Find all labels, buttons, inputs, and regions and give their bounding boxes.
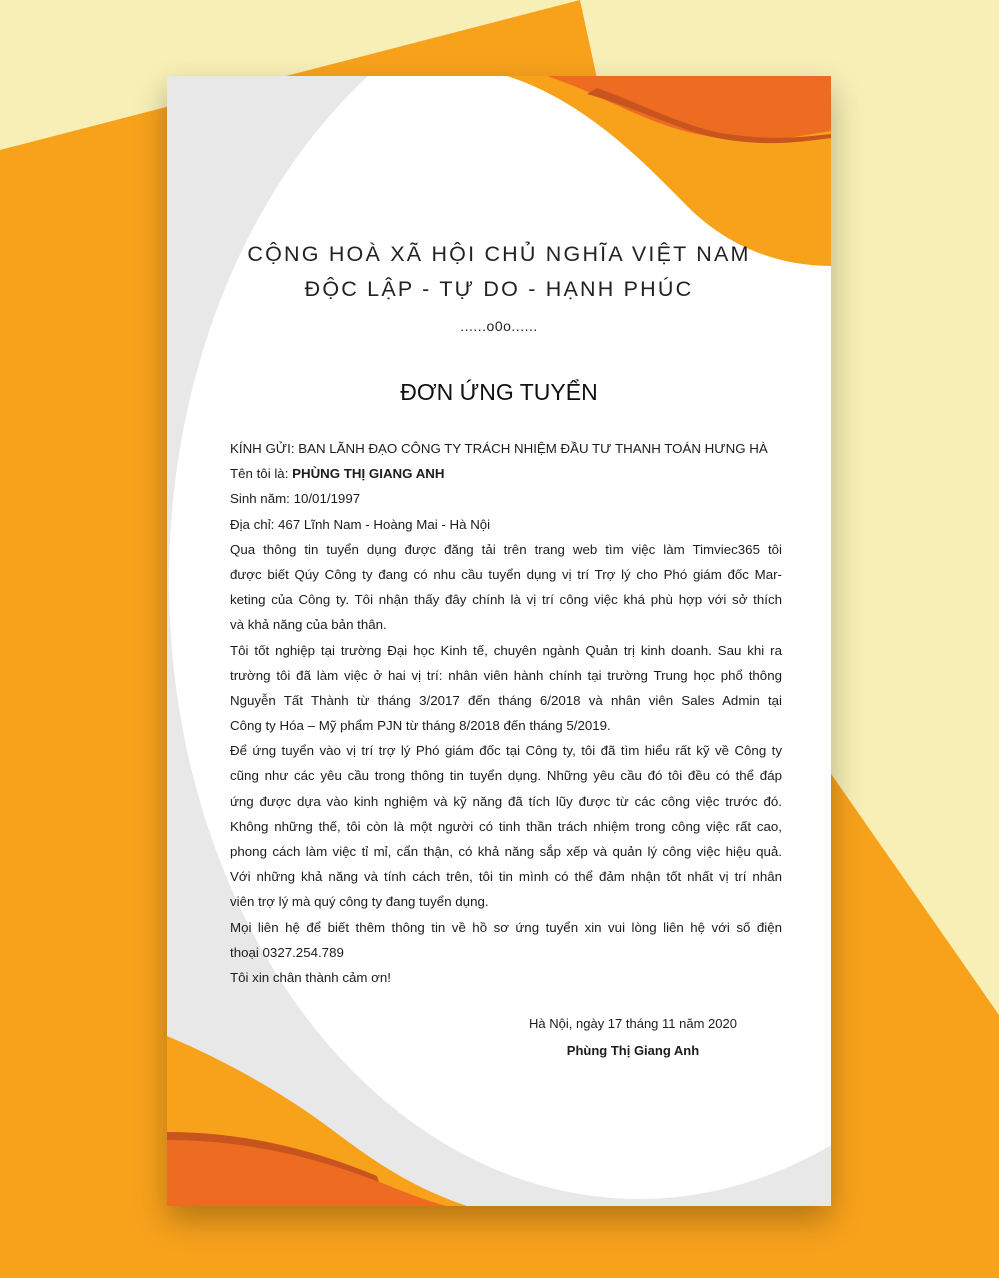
signature-name: Phùng Thị Giang Anh	[566, 1043, 700, 1058]
name-label: Tên tôi là:	[230, 466, 293, 482]
document-title: ĐƠN ỨNG TUYỂN	[400, 379, 598, 405]
letter-paragraphs	[230, 537, 782, 990]
birth-line: Sinh năm: 10/01/1997	[230, 491, 361, 507]
letter-line: thoại 0327.254.789	[230, 944, 344, 960]
letter-line: keting của Công ty. Tôi nhận thấy đây chính là vị trí công việc khá phù hợp với sở thích	[230, 592, 782, 608]
letter-line: Với những khả năng và tính cách trên, tôi tin mình có thể đảm nhận tốt nhất vị trí nhân	[230, 869, 782, 885]
letter-line: Tôi xin chân thành cảm ơn!	[230, 969, 391, 985]
header-separator: ......o0o......	[460, 318, 538, 334]
letter-line: phong cách làm việc tỉ mỉ, cẩn thận, có khả năng sắp xếp và quản lý công việc hiệu quả.	[230, 844, 782, 859]
letter-line: Không những thế, tôi còn là một người có tinh thần trách nhiệm trong công việc rất cao,	[230, 818, 782, 834]
letter-line: được biết Qúy Công ty đang có nhu cầu tuyển dụng vị trí Trợ lý cho Phó giám đốc Mar-	[230, 566, 782, 582]
letter-line: và khả năng của bản thân.	[230, 617, 387, 633]
national-title: CỘNG HOÀ XÃ HỘI CHỦ NGHĨA VIỆT NAM	[247, 242, 751, 266]
letter-body	[230, 436, 782, 990]
applicant-name: PHÙNG THỊ GIANG ANH	[292, 466, 445, 482]
signature-place-date: Hà Nội, ngày 17 tháng 11 năm 2020	[529, 1016, 737, 1031]
letter-line: ứng được dựa vào kinh nghiệm và kỹ năng đã tích lũy được từ các công việc trước đó.	[230, 793, 782, 809]
letter-line: Nguyễn Tất Thành từ tháng 3/2017 đến tháng 6/2018 và nhân viên Sales Admin tại	[230, 692, 782, 708]
letter-line: Tôi tốt nghiệp tại trường Đại học Kinh tế, chuyên ngành Quản trị kinh doanh. Sau khi ra	[230, 642, 782, 658]
national-motto: ĐỘC LẬP - TỰ DO - HẠNH PHÚC	[304, 277, 694, 301]
letter-line: Qua thông tin tuyển dụng được đăng tải trên trang web tìm việc làm Timviec365 tôi	[230, 541, 782, 557]
application-letter-sheet	[167, 76, 831, 1206]
letter-line: Để ứng tuyển vào vị trí trợ lý Phó giám đốc tại Công ty, tôi đã tìm hiểu rất kỹ về Công ty	[230, 743, 782, 759]
letter-line: cũng như các yêu cầu trong thông tin tuyển dụng. Những yêu cầu đó tôi đều có thể đáp	[230, 768, 782, 784]
letter-line: Mọi liên hệ để biết thêm thông tin về hồ sơ ứng tuyển xin vui lòng liên hệ với số điện	[230, 919, 782, 935]
letter-line: Công ty Hóa – Mỹ phẩm PJN từ tháng 8/2018 đến tháng 5/2019.	[230, 718, 611, 734]
addressee-line: KÍNH GỬI: BAN LÃNH ĐẠO CÔNG TY TRÁCH NHIỆM ĐẦU TƯ THANH TOÁN HƯNG HÀ	[230, 441, 768, 456]
letter-line: viên trợ lý mà quý công ty đang tuyển dụng.	[230, 894, 489, 910]
address-line: Địa chỉ: 467 Lĩnh Nam - Hoàng Mai - Hà Nội	[230, 516, 491, 532]
letter-line: trường tôi đã làm việc ở hai vị trí: nhân viên hành chính tại trường Trung học phổ thông	[230, 667, 782, 683]
applicant-name-line	[230, 461, 782, 486]
